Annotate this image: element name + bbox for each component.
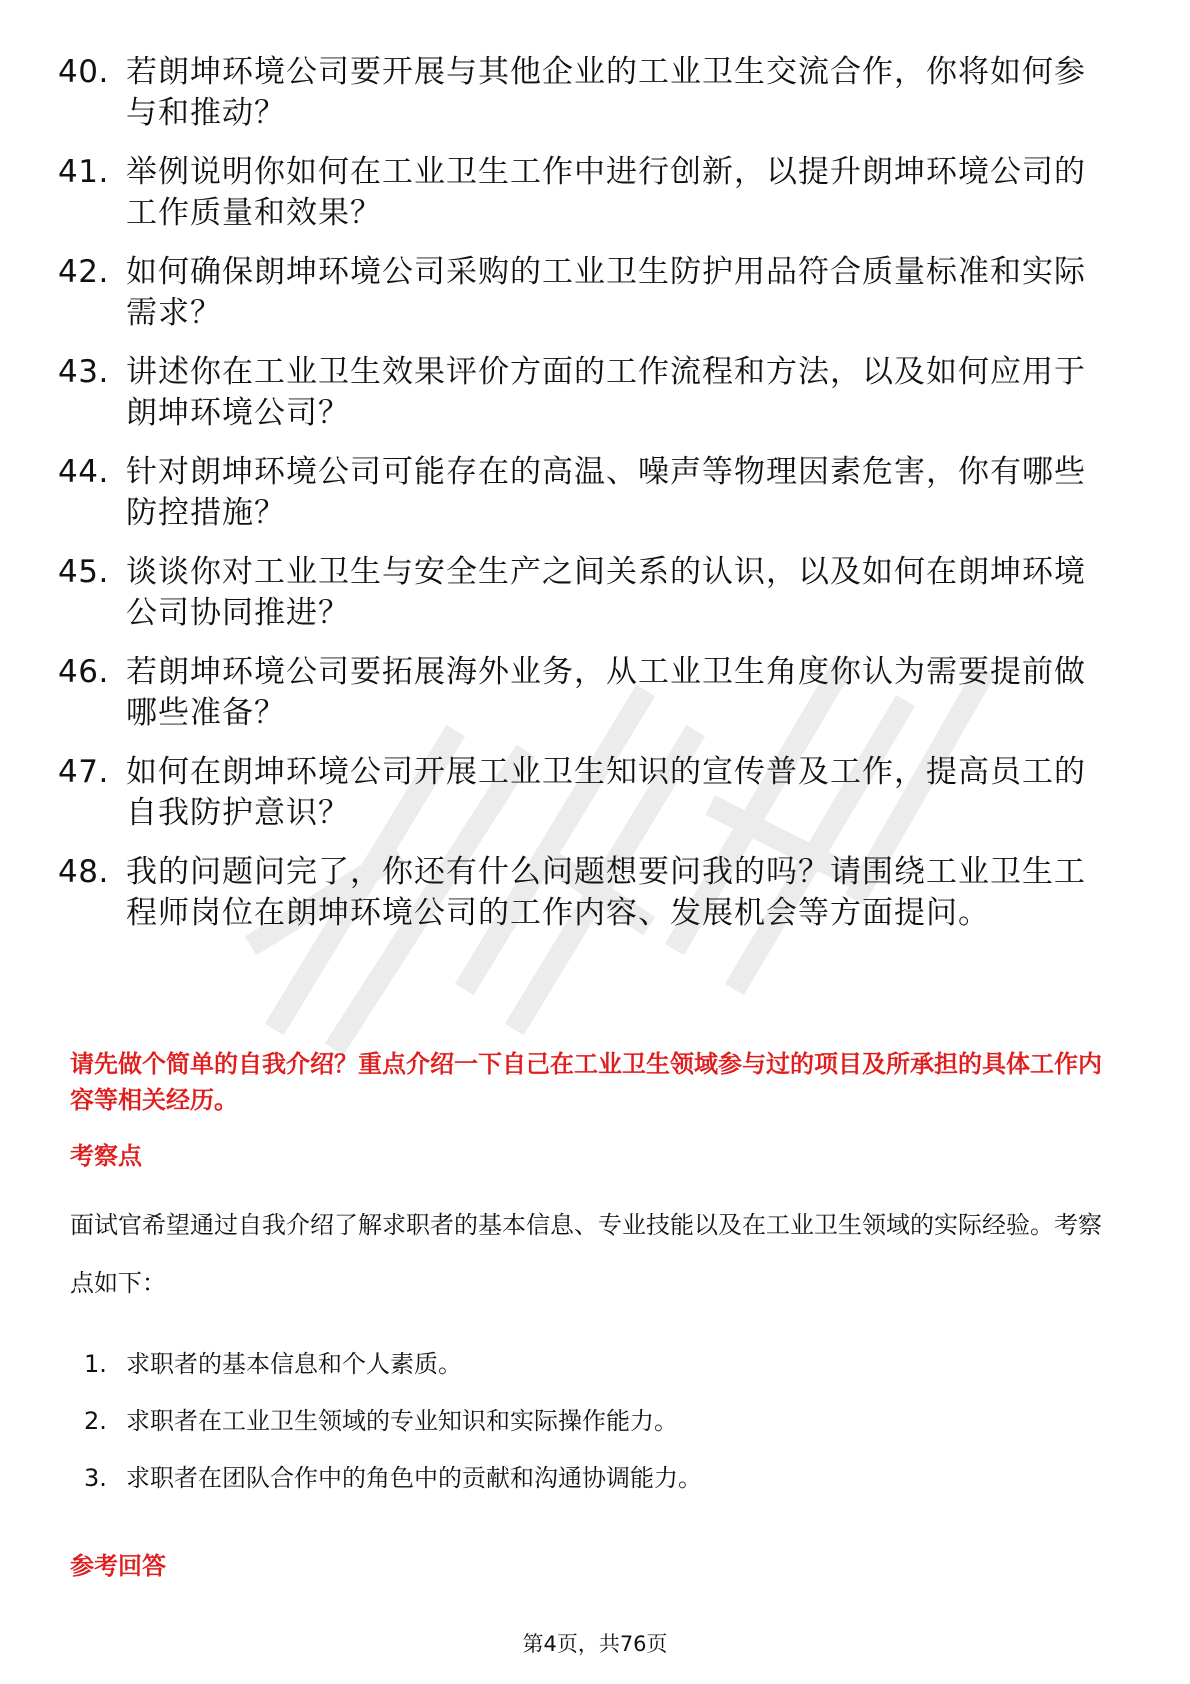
list-item — [58, 752, 1108, 834]
question-number: 43. — [58, 354, 109, 390]
point-text: 求职者的基本信息和个人素质。 — [126, 1350, 462, 1378]
question-number: 40. — [58, 54, 109, 90]
question-number: 45. — [58, 554, 109, 590]
question-text: 如何在朗坤环境公司开展工业卫生知识的宣传普及工作，提高员工的自我防护意识？ — [126, 754, 1086, 831]
list-item — [84, 1450, 1084, 1507]
question-number: 42. — [58, 254, 109, 290]
list-item — [58, 252, 1108, 334]
page-footer: 第4页，共76页 — [522, 1632, 668, 1656]
question-text: 若朗坤环境公司要开展与其他企业的工业卫生交流合作，你将如何参与和推动？ — [126, 54, 1086, 131]
list-item — [58, 52, 1108, 134]
list-item — [58, 452, 1108, 534]
list-item — [58, 552, 1108, 634]
point-text: 求职者在工业卫生领域的专业知识和实际操作能力。 — [126, 1407, 678, 1435]
question-number: 41. — [58, 154, 109, 190]
section-heading-kaochadian: 考察点 — [70, 1142, 142, 1170]
question-text: 讲述你在工业卫生效果评价方面的工作流程和方法，以及如何应用于朗坤环境公司？ — [126, 354, 1086, 431]
question-number: 46. — [58, 654, 109, 690]
question-text: 举例说明你如何在工业卫生工作中进行创新，以提升朗坤环境公司的工作质量和效果？ — [126, 154, 1086, 231]
question-text: 针对朗坤环境公司可能存在的高温、噪声等物理因素危害，你有哪些防控措施？ — [126, 454, 1086, 531]
list-item — [58, 852, 1108, 934]
question-text: 如何确保朗坤环境公司采购的工业卫生防护用品符合质量标准和实际需求？ — [126, 254, 1086, 331]
list-item — [84, 1336, 1084, 1393]
point-number: 3. — [84, 1464, 107, 1492]
list-item — [58, 652, 1108, 734]
point-number: 1. — [84, 1350, 107, 1378]
highlight-question: 请先做个简单的自我介绍？重点介绍一下自己在工业卫生领域参与过的项目及所承担的具体工作内容等相关经历。 — [70, 1050, 1102, 1114]
point-number: 2. — [84, 1407, 107, 1435]
question-text: 若朗坤环境公司要拓展海外业务，从工业卫生角度你认为需要提前做哪些准备？ — [126, 654, 1086, 731]
point-text: 求职者在团队合作中的角色中的贡献和沟通协调能力。 — [126, 1464, 702, 1492]
list-item — [58, 152, 1108, 234]
section-heading-cankao: 参考回答 — [70, 1552, 166, 1580]
points-list — [84, 1336, 1084, 1507]
question-list — [58, 52, 1108, 952]
question-text: 谈谈你对工业卫生与安全生产之间关系的认识，以及如何在朗坤环境公司协同推进？ — [126, 554, 1086, 631]
question-number: 47. — [58, 754, 109, 790]
question-text: 我的问题问完了，你还有什么问题想要问我的吗？请围绕工业卫生工程师岗位在朗坤环境公司的工作内容、发展机会等方面提问。 — [126, 854, 1086, 931]
list-item — [84, 1393, 1084, 1450]
question-number: 44. — [58, 454, 109, 490]
question-number: 48. — [58, 854, 109, 890]
list-item — [58, 352, 1108, 434]
intro-paragraph: 面试官希望通过自我介绍了解求职者的基本信息、专业技能以及在工业卫生领域的实际经验。考察点如下： — [70, 1211, 1102, 1297]
